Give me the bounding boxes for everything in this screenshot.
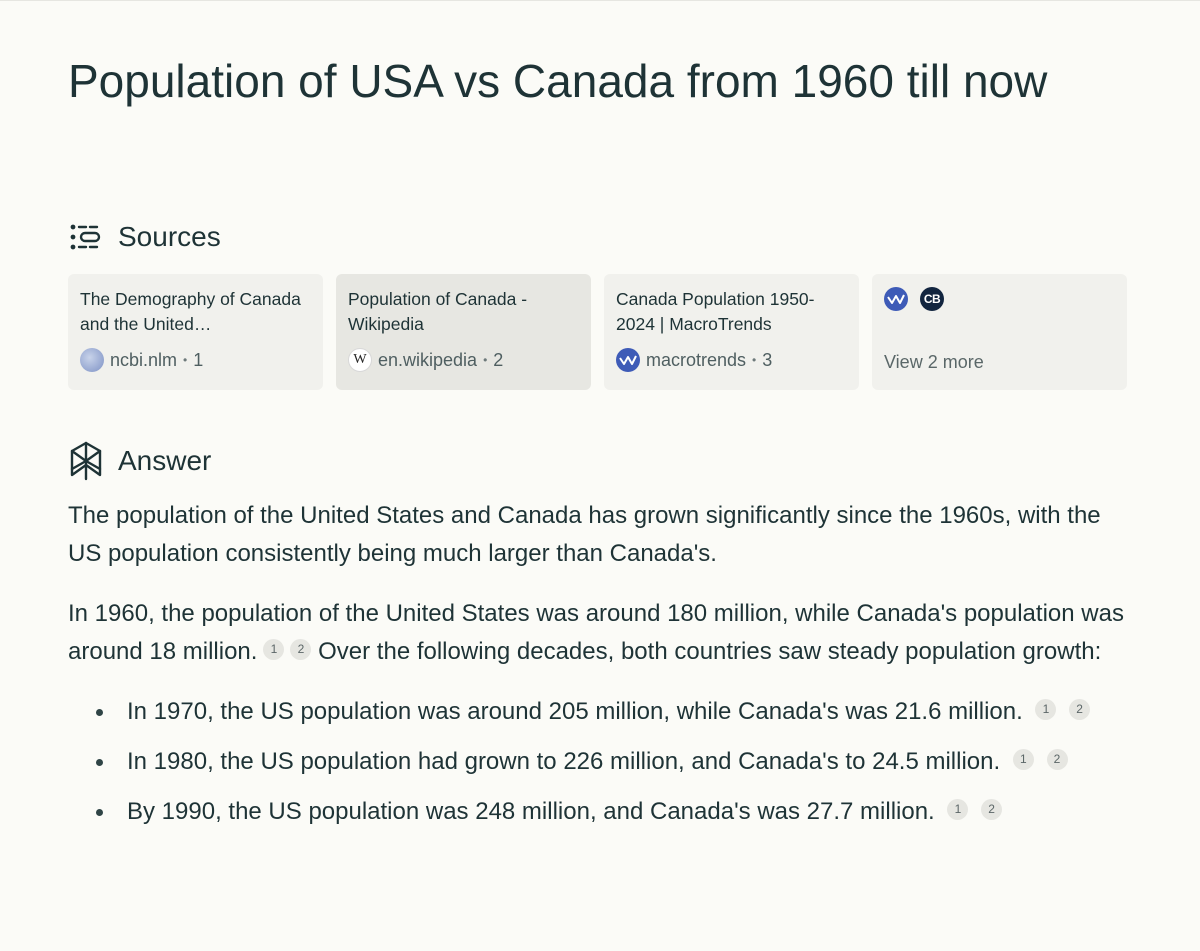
separator-dot: • [483,353,488,367]
sources-heading: Sources [118,221,221,252]
answer-paragraph-2-text-a: In 1960, the population of the United States was around 180 million, while Canada's population was around 18 million. [68,600,1124,665]
list-item [68,693,1128,731]
source-card-3[interactable] [604,274,859,390]
citation-2[interactable]: 2 [290,639,311,660]
list-item-text: In 1980, the US population had grown to 226 million, and Canada's to 24.5 million. [127,748,1001,775]
citation-2[interactable]: 2 [1069,699,1090,720]
separator-dot: • [752,353,757,367]
source-card-2[interactable] [336,274,591,390]
source-site: en.wikipedia [378,349,478,370]
cb-icon: CB [920,287,944,311]
sources-list-icon [68,222,104,252]
list-item [68,793,1128,831]
more-sources-icons [884,287,1115,311]
source-card-meta [348,348,503,372]
list-item-text: By 1990, the US population was 248 million, and Canada's was 27.7 million. [127,798,935,825]
citation-1[interactable]: 1 [947,799,968,820]
source-number: 1 [193,349,204,370]
view-more-label: View 2 more [884,352,984,372]
answer-paragraph-2 [68,595,1128,671]
answer-bullet-list [68,693,1128,831]
globe-icon [80,348,104,372]
citation-2[interactable]: 2 [981,799,1002,820]
view-more-sources-card[interactable] [872,274,1127,390]
list-item-text: In 1970, the US population was around 205 million, while Canada's was 21.6 million. [127,698,1023,725]
citation-1[interactable]: 1 [1013,749,1034,770]
citation-1[interactable]: 1 [263,639,284,660]
list-item [68,743,1128,781]
source-site: ncbi.nlm [110,349,178,370]
wikipedia-icon: W [348,348,372,372]
citation-1[interactable]: 1 [1035,699,1056,720]
source-card-meta [80,348,203,372]
answer-heading: Answer [118,445,212,476]
macrotrends-icon [616,348,640,372]
sources-cards [68,274,1127,390]
source-number: 3 [762,349,773,370]
source-card-1[interactable] [68,274,323,390]
separator-dot: • [183,353,188,367]
source-card-meta [616,348,772,372]
source-number: 2 [493,349,504,370]
page-title: Population of USA vs Canada from 1960 till now [68,55,1048,107]
answer-paragraph-2-text-b: Over the following decades, both countries saw steady population growth: [318,638,1102,665]
citation-2[interactable]: 2 [1047,749,1068,770]
answer-body [68,497,1128,843]
source-card-title: Canada Population 1950-2024 | MacroTrends [616,289,815,334]
source-card-title: The Demography of Canada and the United… [80,289,301,334]
sources-header [68,221,221,253]
perplexity-logo-icon [68,441,104,481]
answer-header [68,441,211,481]
source-site: macrotrends [646,349,747,370]
macrotrends-icon [884,287,908,311]
source-card-title: Population of Canada - Wikipedia [348,289,528,334]
answer-paragraph-1: The population of the United States and Canada has grown significantly since the 1960s, with the US population consistently being much larger than Canada's. [68,502,1101,567]
